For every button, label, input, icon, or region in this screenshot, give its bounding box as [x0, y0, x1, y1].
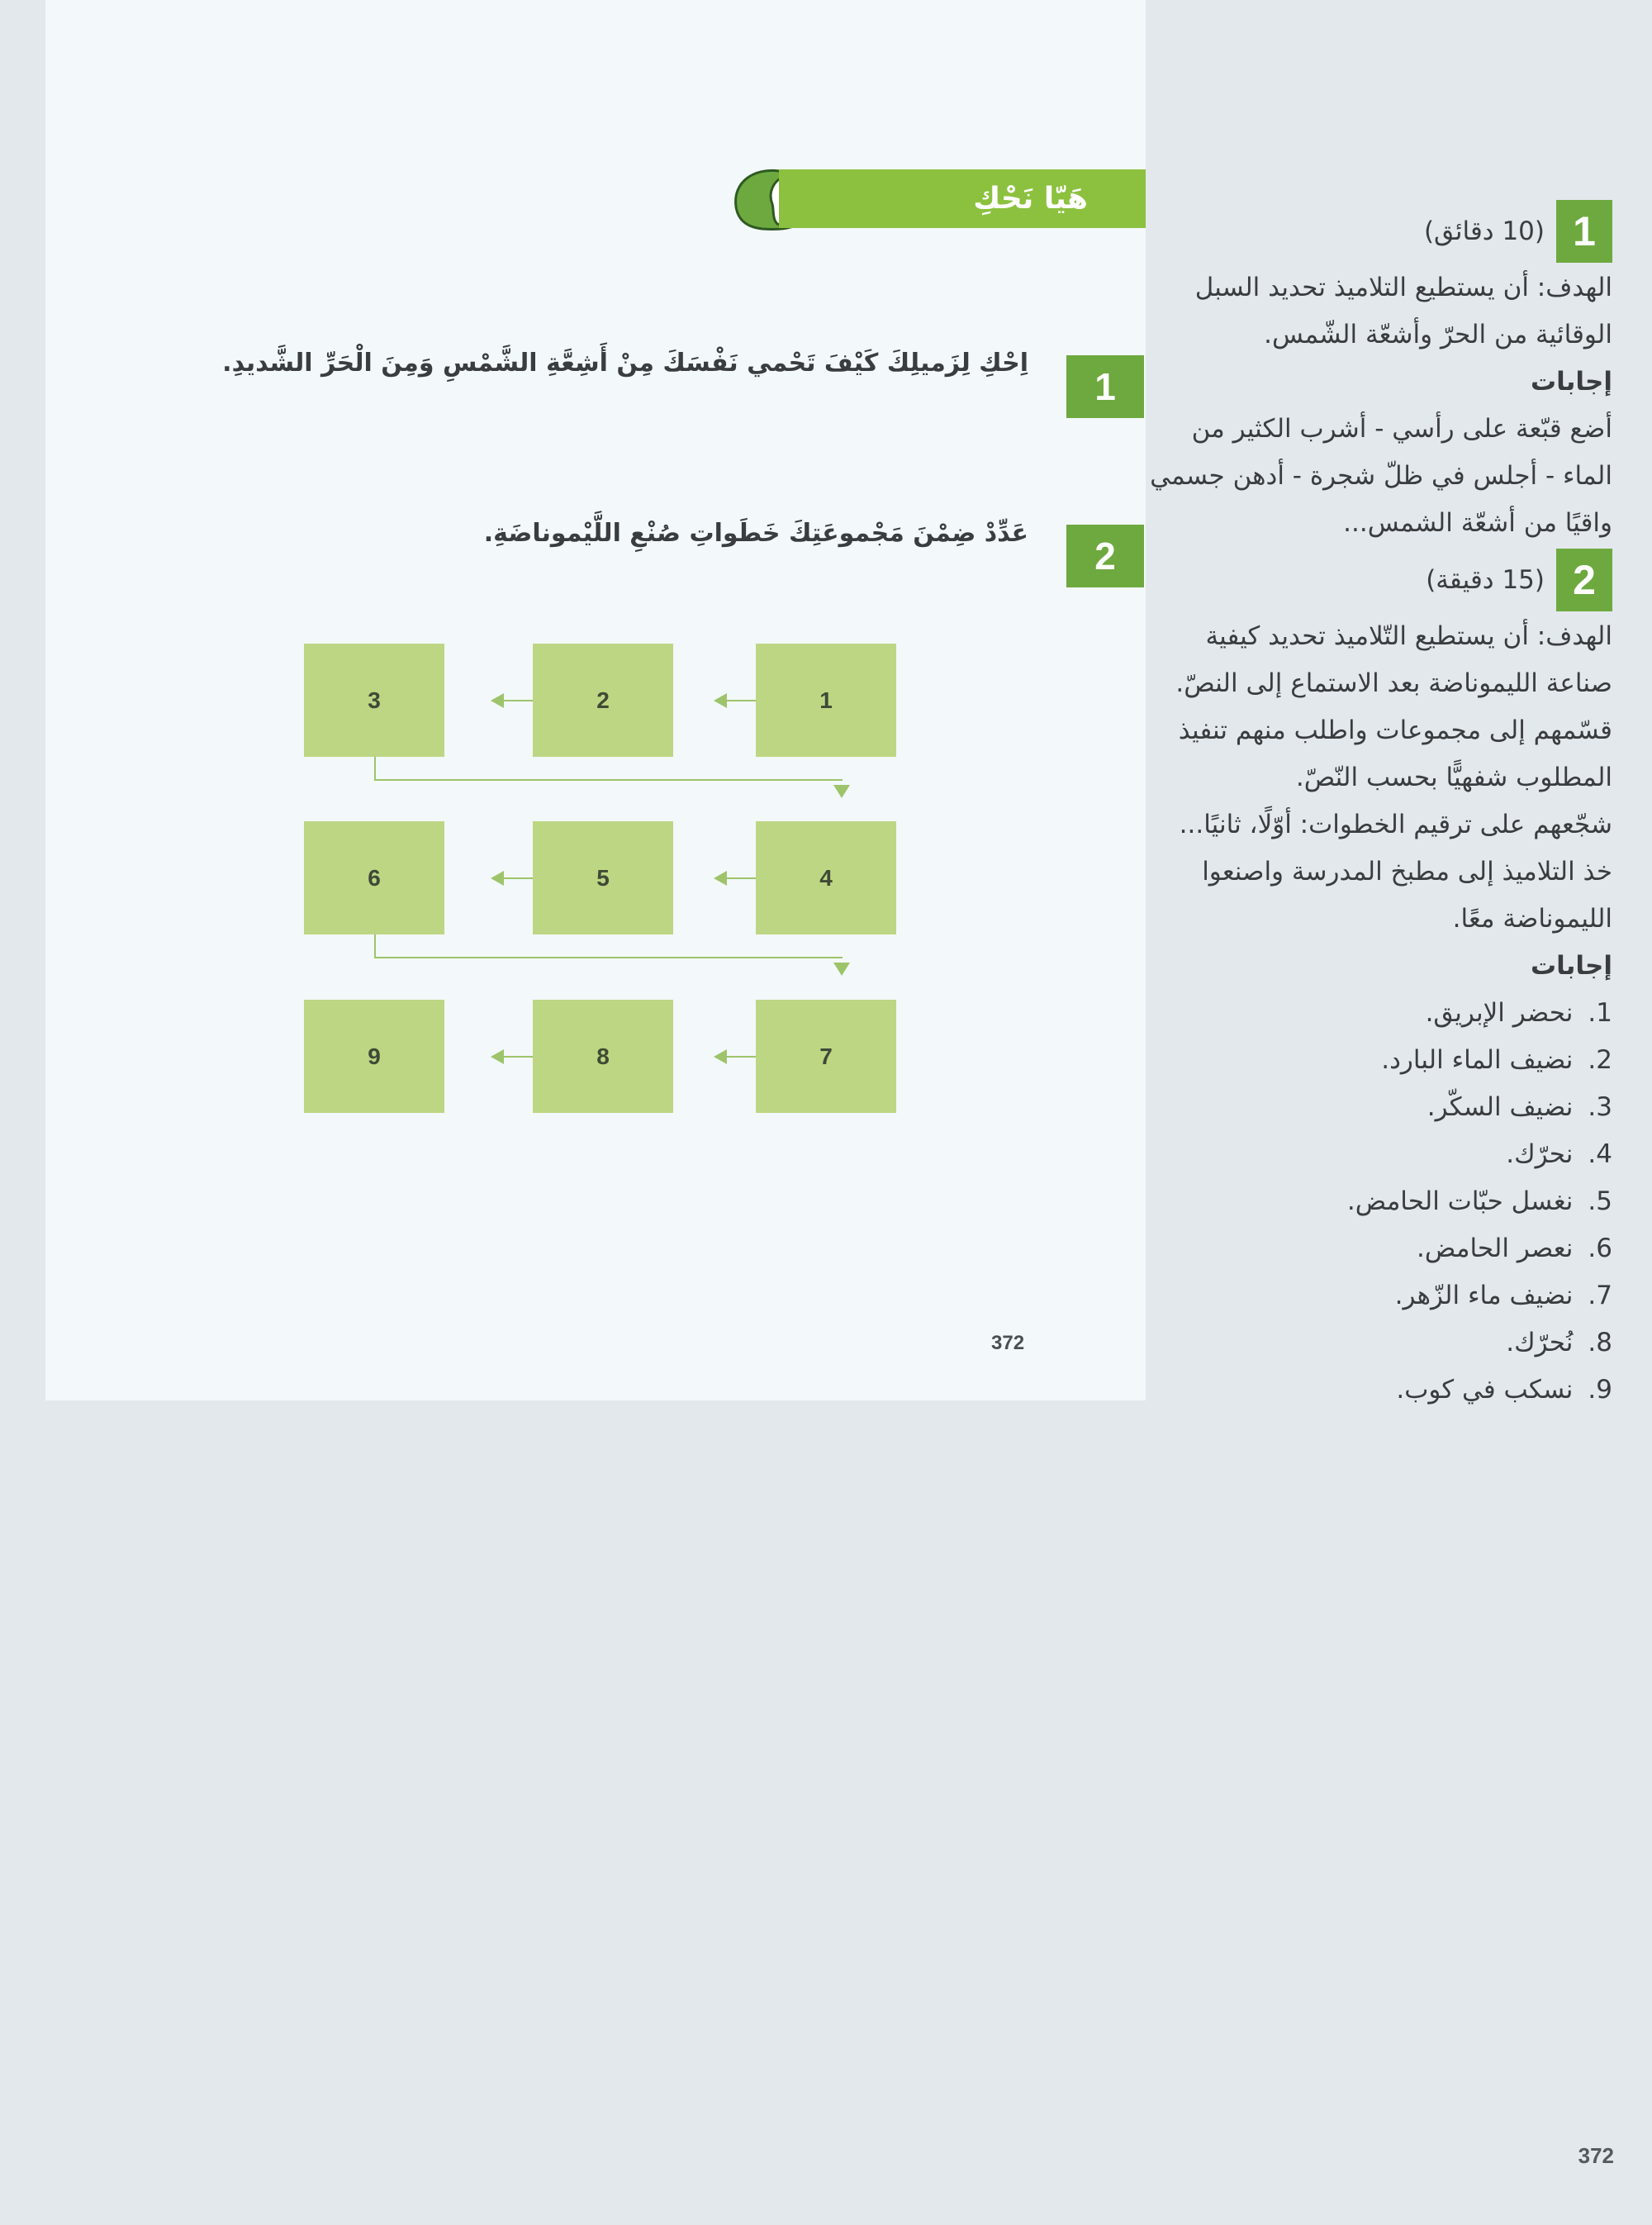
inset-page-number: 372: [991, 1332, 1025, 1354]
arrow-left-icon: [502, 700, 533, 701]
step-box: 8: [533, 1000, 673, 1113]
note-section-header: [1150, 198, 1612, 264]
task-number-badge: 1: [1066, 355, 1144, 418]
note-section-header: [1150, 547, 1612, 613]
item-number: 1.: [1588, 998, 1612, 1028]
step-box: 2: [533, 644, 673, 757]
row-connector: [374, 757, 843, 781]
arrow-left-icon: [725, 700, 756, 701]
item-text: نضيف الماء البارد.: [1381, 1045, 1574, 1075]
item-text: نعصر الحامض.: [1417, 1234, 1574, 1263]
note-instruction: خذ التلاميذ إلى مطبخ المدرسة واصنعوا الليموناضة معًا.: [1202, 857, 1612, 934]
item-number: 8.: [1588, 1328, 1612, 1357]
arrow-left-icon: [725, 1056, 756, 1058]
item-text: نسكب في كوب.: [1396, 1375, 1574, 1405]
step-box: 9: [304, 1000, 444, 1113]
item-text: نغسل حبّات الحامض.: [1346, 1186, 1574, 1216]
note-number-badge: 2: [1556, 549, 1612, 611]
list-item: [1150, 990, 1612, 1037]
task-number-badge: 2: [1066, 525, 1144, 587]
item-number: 2.: [1588, 1045, 1612, 1075]
list-item: [1150, 1037, 1612, 1084]
item-number: 5.: [1588, 1186, 1612, 1216]
list-item: [1150, 1367, 1612, 1414]
arrow-left-icon: [502, 1056, 533, 1058]
answers-heading: إجابات: [1530, 367, 1612, 397]
arrow-left-icon: [502, 877, 533, 879]
step-box: 4: [756, 821, 896, 934]
note-goal: الهدف: أن يستطيع التّلاميذ تحديد كيفية صناعة الليموناضة بعد الاستماع إلى النصّ.: [1175, 621, 1612, 698]
note-instruction: قسّمهم إلى مجموعات واطلب منهم تنفيذ المطلوب شفهيًّا بحسب النّصّ.: [1178, 716, 1612, 792]
item-text: نحرّك.: [1506, 1139, 1574, 1169]
list-item: [1150, 1225, 1612, 1272]
answers-text: أضع قبّعة على رأسي - أشرب الكثير من الماء - أجلس في ظلّ شجرة - أدهن جسمي واقيًا من أشعّة الشمس...: [1150, 414, 1612, 538]
step-box: 7: [756, 1000, 896, 1113]
item-number: 6.: [1588, 1234, 1612, 1263]
item-number: 3.: [1588, 1092, 1612, 1122]
arrow-left-icon: [725, 877, 756, 879]
list-item: [1150, 1272, 1612, 1319]
note-duration: (10 دقائق): [1423, 216, 1545, 246]
list-item: [1150, 1319, 1612, 1367]
step-box: 6: [304, 821, 444, 934]
item-number: 7.: [1588, 1281, 1612, 1310]
item-text: نضيف السكّر.: [1427, 1092, 1574, 1122]
answers-heading: إجابات: [1530, 951, 1612, 981]
step-box: 5: [533, 821, 673, 934]
item-text: نضيف ماء الزّهر.: [1394, 1281, 1574, 1310]
answers-list: [1150, 990, 1612, 1414]
item-number: 9.: [1588, 1375, 1612, 1405]
arrow-down-icon: [833, 785, 850, 798]
list-item: [1150, 1084, 1612, 1131]
row-connector: [374, 934, 843, 958]
banner-title: هَيّا نَحْكِ: [973, 182, 1088, 216]
page-number: 372: [1578, 2143, 1614, 2168]
note-instruction: شجّعهم على ترقيم الخطوات: أوّلًا، ثانيًا...: [1179, 810, 1612, 839]
step-box: 3: [304, 644, 444, 757]
section-banner: [779, 169, 1146, 228]
task-text: عَدِّدْ ضِمْنَ مَجْموعَتِكَ خَطَواتِ صُنْعِ اللَّيْموناضَةِ.: [483, 519, 1028, 548]
teacher-notes: [1150, 198, 1612, 1414]
list-item: [1150, 1178, 1612, 1225]
list-item: [1150, 1131, 1612, 1178]
arrow-down-icon: [833, 963, 850, 976]
note-number-badge: 1: [1556, 200, 1612, 263]
item-number: 4.: [1588, 1139, 1612, 1169]
item-text: نحضر الإبريق.: [1425, 998, 1574, 1028]
item-text: نُحرّك.: [1506, 1328, 1574, 1357]
step-box: 1: [756, 644, 896, 757]
note-duration: (15 دقيقة): [1426, 564, 1545, 595]
task-text: اِحْكِ لِزَميلِكَ كَيْفَ تَحْمي نَفْسَكَ مِنْ أَشِعَّةِ الشَّمْسِ وَمِنَ الْحَرِّ الشَّديدِ.: [222, 349, 1028, 378]
note-goal: الهدف: أن يستطيع التلاميذ تحديد السبل الوقائية من الحرّ وأشعّة الشّمس.: [1194, 273, 1612, 349]
